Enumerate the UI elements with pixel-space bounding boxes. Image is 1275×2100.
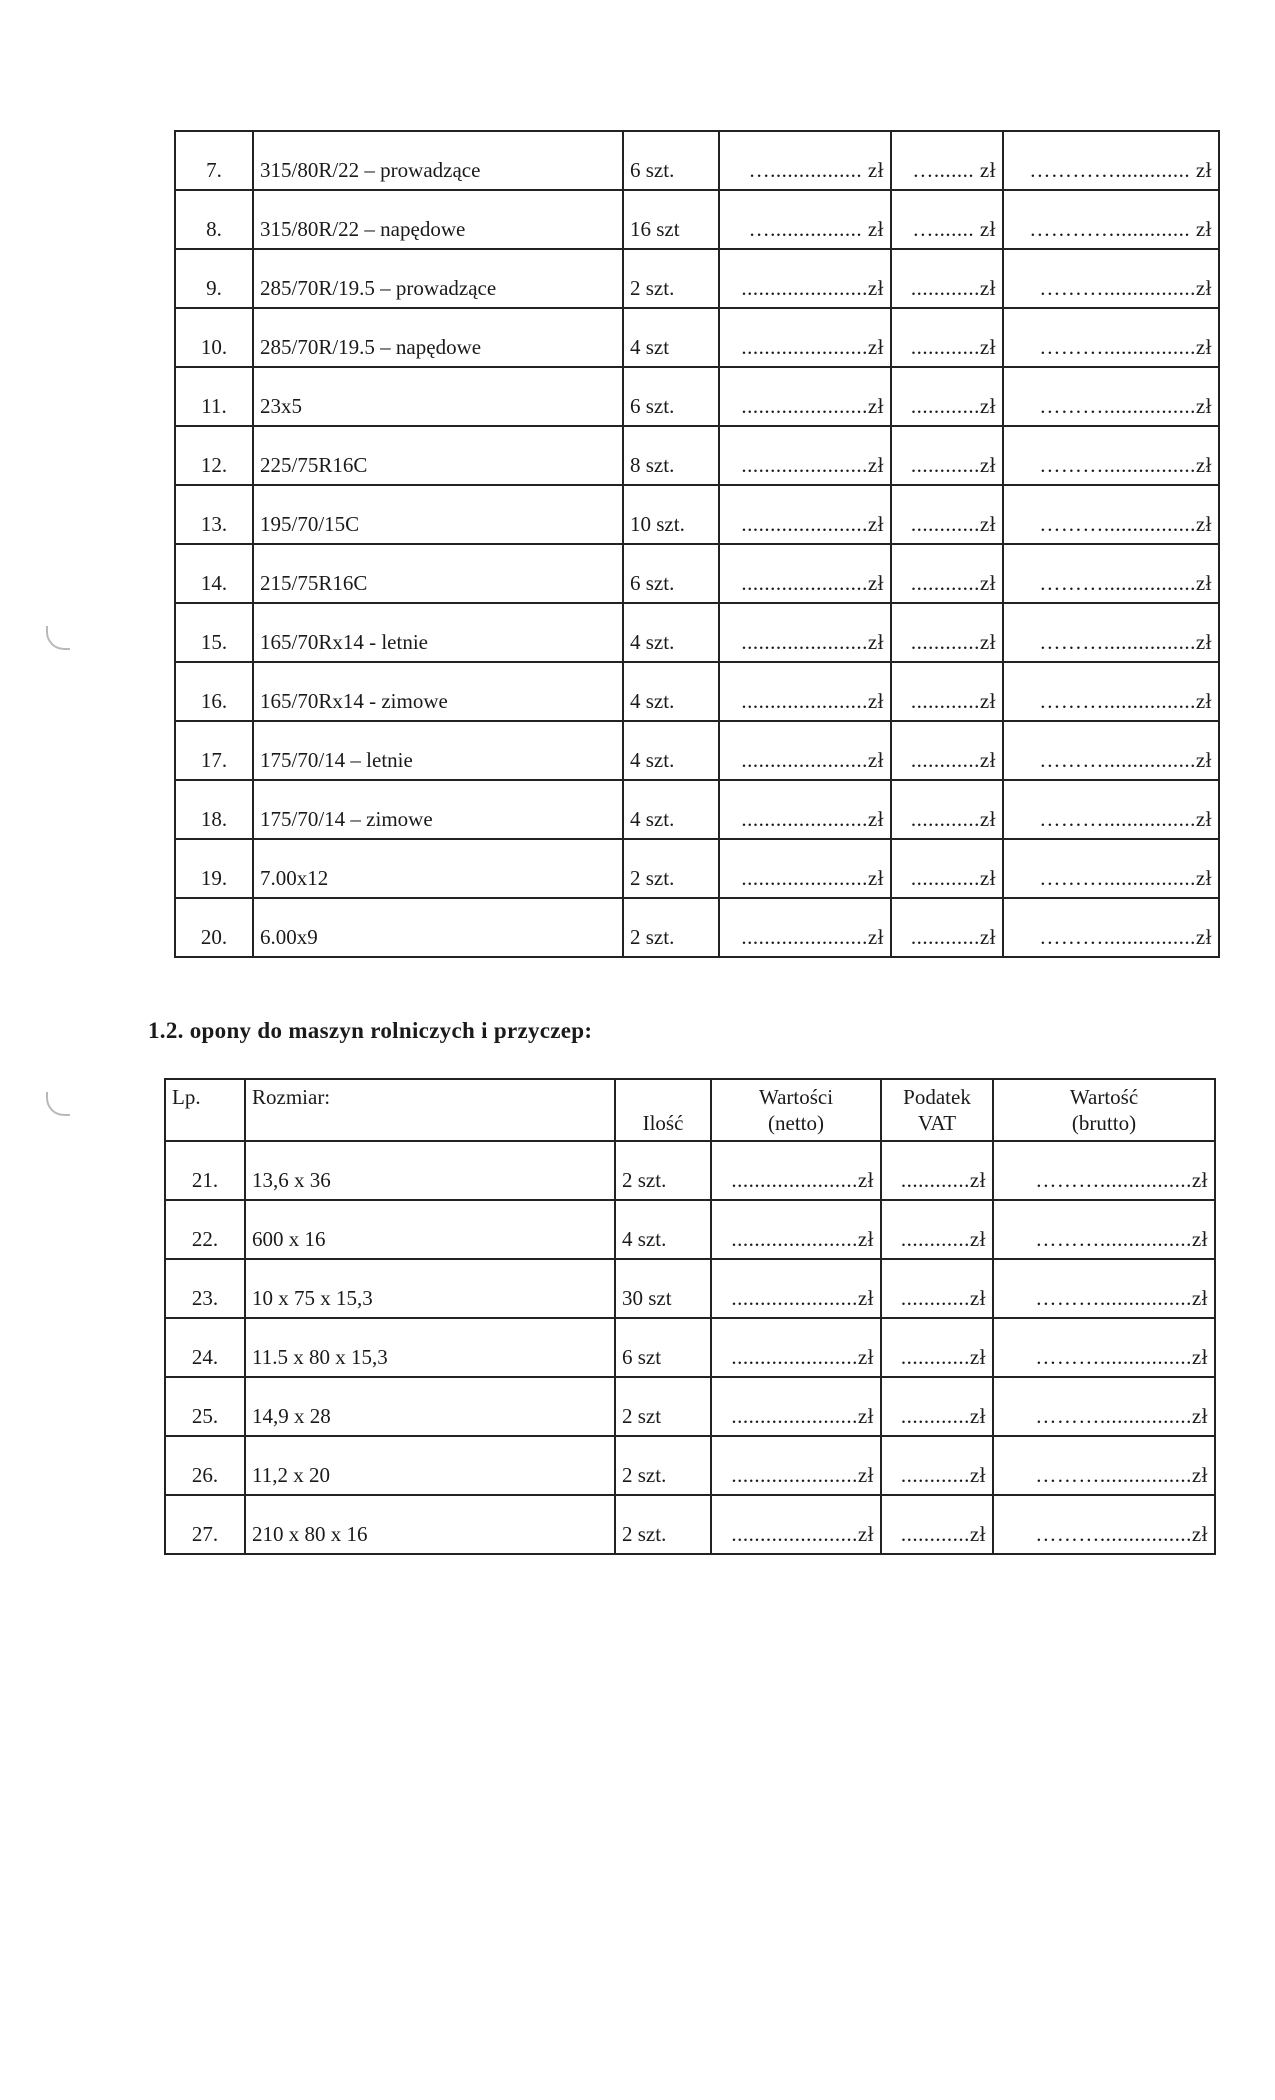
- row-number: 9.: [175, 249, 253, 308]
- vat-blank: ............zł: [891, 780, 1003, 839]
- vat-blank: ............zł: [891, 662, 1003, 721]
- row-number: 23.: [165, 1259, 245, 1318]
- gross-value-blank: ………................zł: [993, 1141, 1215, 1200]
- header-vat-line-2: VAT: [917, 1111, 957, 1135]
- quantity: 4 szt.: [623, 662, 719, 721]
- vat-blank: ............zł: [891, 485, 1003, 544]
- table-row: [165, 1259, 1215, 1318]
- gross-value-blank: ………................zł: [1003, 367, 1219, 426]
- row-number: 21.: [165, 1141, 245, 1200]
- gross-value-blank: …………............. zł: [1003, 131, 1219, 190]
- vat-blank: …....... zł: [891, 190, 1003, 249]
- vat-blank: ............zł: [891, 603, 1003, 662]
- table-row: [175, 190, 1219, 249]
- vat-blank: ............zł: [881, 1259, 993, 1318]
- net-value-blank: ......................zł: [711, 1377, 881, 1436]
- row-number: 26.: [165, 1436, 245, 1495]
- quantity: 4 szt.: [615, 1200, 711, 1259]
- net-value-blank: …................ zł: [719, 131, 891, 190]
- row-number: 24.: [165, 1318, 245, 1377]
- header-gross-value: [993, 1079, 1215, 1141]
- quantity: 2 szt.: [615, 1436, 711, 1495]
- net-value-blank: ......................zł: [719, 544, 891, 603]
- gross-value-blank: ………................zł: [1003, 603, 1219, 662]
- vat-blank: ............zł: [891, 544, 1003, 603]
- agricultural-tires-table: [164, 1078, 1216, 1555]
- agricultural-tires-table-body: [165, 1079, 1215, 1554]
- gross-value-blank: ………................zł: [1003, 426, 1219, 485]
- row-number: 13.: [175, 485, 253, 544]
- table-row: [165, 1495, 1215, 1554]
- tire-size: 7.00x12: [253, 839, 623, 898]
- net-value-blank: ......................zł: [719, 721, 891, 780]
- vat-blank: ............zł: [881, 1436, 993, 1495]
- tire-size: 165/70Rx14 - letnie: [253, 603, 623, 662]
- quantity: 16 szt: [623, 190, 719, 249]
- row-number: 16.: [175, 662, 253, 721]
- vat-blank: ............zł: [891, 426, 1003, 485]
- tire-size: 175/70/14 – letnie: [253, 721, 623, 780]
- table-row: [175, 662, 1219, 721]
- quantity: 6 szt.: [623, 131, 719, 190]
- table-row: [165, 1200, 1215, 1259]
- quantity: 6 szt.: [623, 544, 719, 603]
- net-value-blank: ......................zł: [719, 367, 891, 426]
- quantity: 2 szt.: [615, 1495, 711, 1554]
- gross-value-blank: ………................zł: [1003, 544, 1219, 603]
- header-size: Rozmiar:: [245, 1079, 615, 1141]
- vat-blank: ............zł: [891, 308, 1003, 367]
- gross-value-blank: ………................zł: [993, 1377, 1215, 1436]
- row-number: 12.: [175, 426, 253, 485]
- quantity: 30 szt: [615, 1259, 711, 1318]
- row-number: 22.: [165, 1200, 245, 1259]
- net-value-blank: ......................zł: [719, 780, 891, 839]
- gross-value-blank: ………................zł: [993, 1495, 1215, 1554]
- quantity: 2 szt.: [623, 839, 719, 898]
- net-value-blank: ......................zł: [719, 308, 891, 367]
- table-row: [175, 898, 1219, 957]
- gross-value-blank: ………................zł: [1003, 839, 1219, 898]
- quantity: 2 szt.: [623, 898, 719, 957]
- vat-blank: ............zł: [891, 367, 1003, 426]
- quantity: 2 szt.: [623, 249, 719, 308]
- row-number: 7.: [175, 131, 253, 190]
- gross-value-blank: ………................zł: [1003, 721, 1219, 780]
- table-row: [175, 780, 1219, 839]
- quantity: 8 szt.: [623, 426, 719, 485]
- net-value-blank: ......................zł: [711, 1436, 881, 1495]
- tire-size: 195/70/15C: [253, 485, 623, 544]
- vat-blank: ............zł: [891, 898, 1003, 957]
- vat-blank: ............zł: [891, 249, 1003, 308]
- quantity: 4 szt.: [623, 721, 719, 780]
- tire-size: 10 x 75 x 15,3: [245, 1259, 615, 1318]
- net-value-blank: ......................zł: [719, 426, 891, 485]
- vat-blank: ............zł: [881, 1377, 993, 1436]
- vat-blank: ............zł: [891, 839, 1003, 898]
- tire-size: 225/75R16C: [253, 426, 623, 485]
- vat-blank: …....... zł: [891, 131, 1003, 190]
- header-vat: [881, 1079, 993, 1141]
- quantity: 4 szt: [623, 308, 719, 367]
- quantity: 2 szt.: [615, 1141, 711, 1200]
- section-heading: 1.2. opony do maszyn rolniczych i przyczep:: [148, 1018, 593, 1043]
- tire-size: 11,2 x 20: [245, 1436, 615, 1495]
- tire-size: 215/75R16C: [253, 544, 623, 603]
- table-row: [175, 603, 1219, 662]
- table-header-row: [165, 1079, 1215, 1141]
- tire-size: 165/70Rx14 - zimowe: [253, 662, 623, 721]
- quantity: 10 szt.: [623, 485, 719, 544]
- row-number: 19.: [175, 839, 253, 898]
- vat-blank: ............zł: [881, 1141, 993, 1200]
- quantity: 4 szt.: [623, 780, 719, 839]
- tire-size: 6.00x9: [253, 898, 623, 957]
- quantity: 6 szt.: [623, 367, 719, 426]
- row-number: 17.: [175, 721, 253, 780]
- table-row: [175, 367, 1219, 426]
- net-value-blank: ......................zł: [711, 1495, 881, 1554]
- net-value-blank: …................ zł: [719, 190, 891, 249]
- tires-table-part-1-body: [175, 131, 1219, 957]
- quantity: 4 szt.: [623, 603, 719, 662]
- net-value-blank: ......................zł: [711, 1200, 881, 1259]
- gross-value-blank: ………................zł: [993, 1259, 1215, 1318]
- row-number: 25.: [165, 1377, 245, 1436]
- net-value-blank: ......................zł: [719, 603, 891, 662]
- row-number: 10.: [175, 308, 253, 367]
- gross-value-blank: …………............. zł: [1003, 190, 1219, 249]
- row-number: 20.: [175, 898, 253, 957]
- table-row: [175, 721, 1219, 780]
- tire-size: 315/80R/22 – prowadzące: [253, 131, 623, 190]
- vat-blank: ............zł: [881, 1200, 993, 1259]
- table-row: [175, 544, 1219, 603]
- net-value-blank: ......................zł: [711, 1318, 881, 1377]
- tire-size: 13,6 x 36: [245, 1141, 615, 1200]
- header-net-value-line-2: (netto): [768, 1111, 824, 1135]
- table-row: [165, 1377, 1215, 1436]
- net-value-blank: ......................zł: [719, 249, 891, 308]
- tire-size: 285/70R/19.5 – prowadzące: [253, 249, 623, 308]
- tire-size: 11.5 x 80 x 15,3: [245, 1318, 615, 1377]
- gross-value-blank: ………................zł: [993, 1436, 1215, 1495]
- row-number: 8.: [175, 190, 253, 249]
- punch-hole-mark: [46, 1092, 70, 1116]
- quantity: 2 szt: [615, 1377, 711, 1436]
- table-row: [165, 1318, 1215, 1377]
- net-value-blank: ......................zł: [719, 839, 891, 898]
- vat-blank: ............zł: [891, 721, 1003, 780]
- tires-table-part-1: [174, 130, 1220, 958]
- row-number: 14.: [175, 544, 253, 603]
- net-value-blank: ......................zł: [719, 662, 891, 721]
- tire-size: 210 x 80 x 16: [245, 1495, 615, 1554]
- table-row: [165, 1436, 1215, 1495]
- table-row: [175, 131, 1219, 190]
- header-gross-value-line-2: (brutto): [1071, 1111, 1137, 1135]
- table-row: [175, 485, 1219, 544]
- vat-blank: ............zł: [881, 1318, 993, 1377]
- header-lp: Lp.: [165, 1079, 245, 1141]
- row-number: 27.: [165, 1495, 245, 1554]
- tire-size: 175/70/14 – zimowe: [253, 780, 623, 839]
- header-net-value: [711, 1079, 881, 1141]
- header-quantity: Ilość: [615, 1079, 711, 1141]
- gross-value-blank: ………................zł: [1003, 780, 1219, 839]
- row-number: 15.: [175, 603, 253, 662]
- gross-value-blank: ………................zł: [993, 1318, 1215, 1377]
- row-number: 11.: [175, 367, 253, 426]
- net-value-blank: ......................zł: [711, 1141, 881, 1200]
- tire-size: 285/70R/19.5 – napędowe: [253, 308, 623, 367]
- tire-size: 14,9 x 28: [245, 1377, 615, 1436]
- net-value-blank: ......................zł: [719, 898, 891, 957]
- gross-value-blank: ………................zł: [1003, 249, 1219, 308]
- table-row: [175, 249, 1219, 308]
- row-number: 18.: [175, 780, 253, 839]
- net-value-blank: ......................zł: [711, 1259, 881, 1318]
- gross-value-blank: ………................zł: [1003, 898, 1219, 957]
- tire-size: 600 x 16: [245, 1200, 615, 1259]
- quantity: 6 szt: [615, 1318, 711, 1377]
- tire-size: 23x5: [253, 367, 623, 426]
- punch-hole-mark: [46, 626, 70, 650]
- vat-blank: ............zł: [881, 1495, 993, 1554]
- header-vat-line-1: Podatek: [903, 1085, 971, 1109]
- gross-value-blank: ………................zł: [993, 1200, 1215, 1259]
- table-row: [175, 839, 1219, 898]
- table-row: [175, 308, 1219, 367]
- header-gross-value-line-1: Wartość: [1069, 1085, 1139, 1109]
- tire-size: 315/80R/22 – napędowe: [253, 190, 623, 249]
- table-row: [175, 426, 1219, 485]
- gross-value-blank: ………................zł: [1003, 662, 1219, 721]
- header-net-value-line-1: Wartości: [758, 1085, 834, 1109]
- table-row: [165, 1141, 1215, 1200]
- gross-value-blank: ………................zł: [1003, 485, 1219, 544]
- net-value-blank: ......................zł: [719, 485, 891, 544]
- gross-value-blank: ………................zł: [1003, 308, 1219, 367]
